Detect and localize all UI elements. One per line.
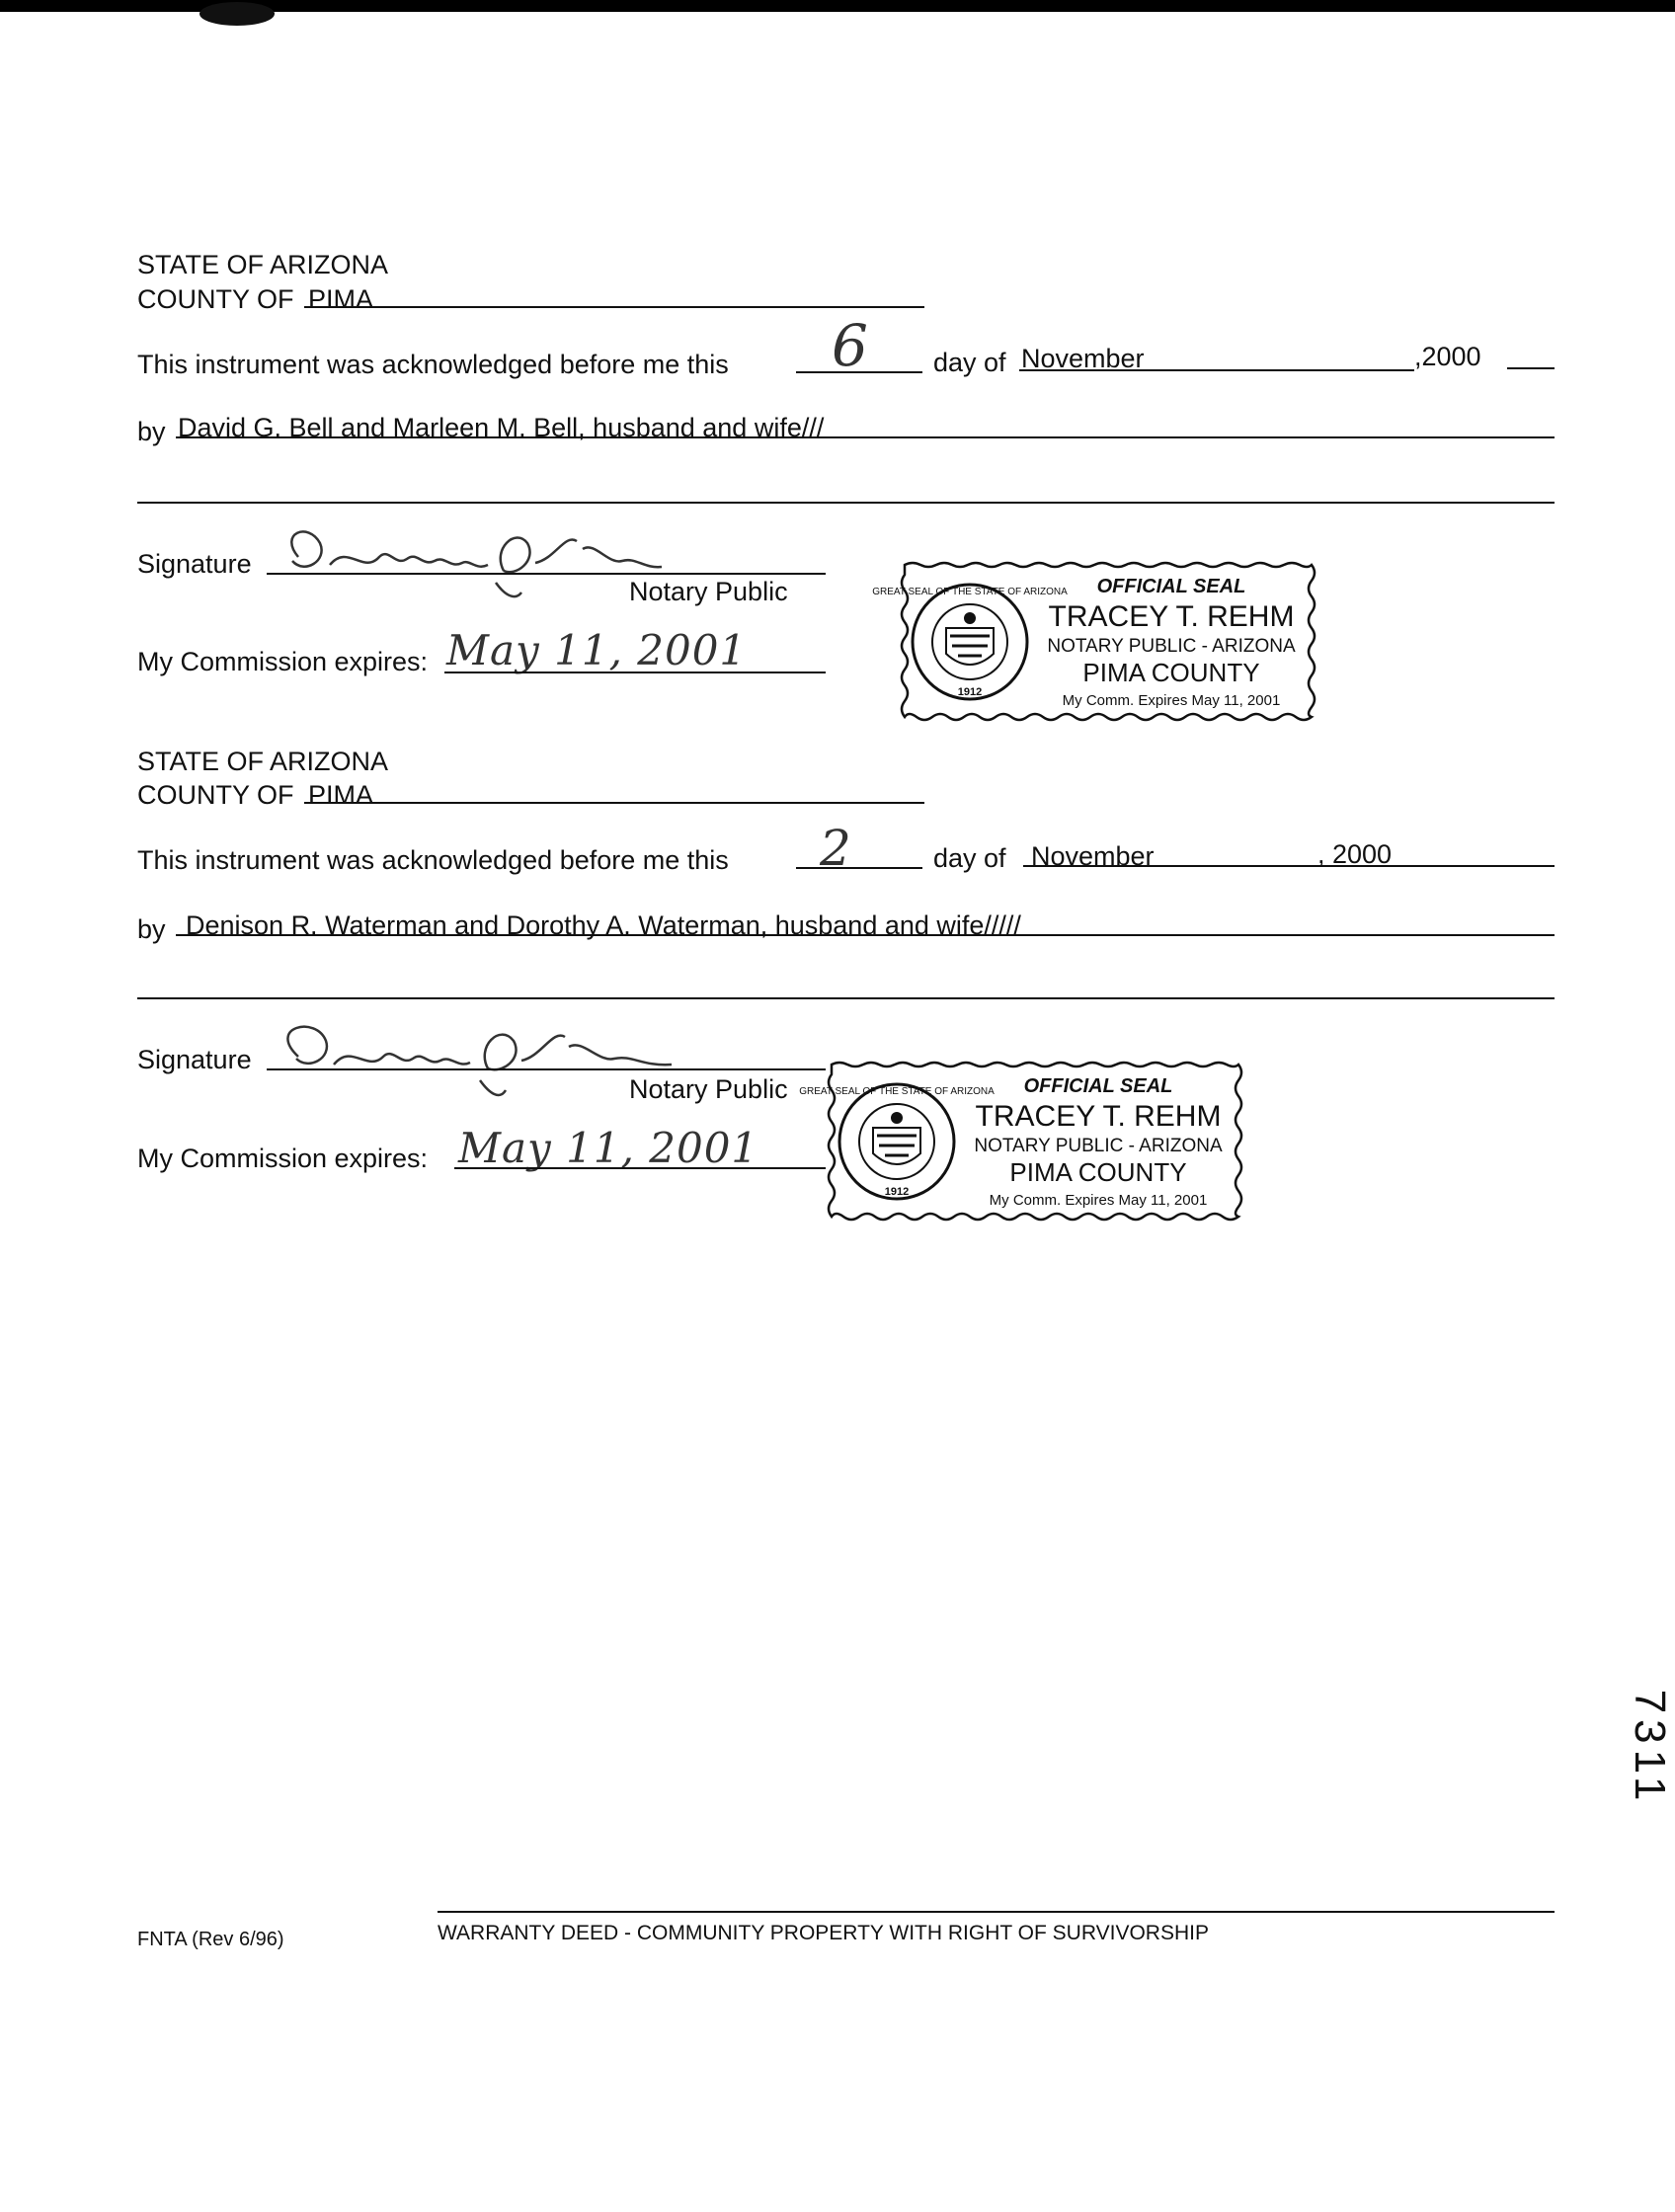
notary-seal-1 xyxy=(872,559,1319,725)
parties-rule-2 xyxy=(176,934,1555,936)
notary-signature-1 xyxy=(269,514,683,604)
seal-name-1: TRACEY T. REHM xyxy=(1048,600,1295,633)
signature-label-1: Signature xyxy=(137,549,252,579)
parties-rule-1 xyxy=(176,436,1555,438)
deed-title: WARRANTY DEED - COMMUNITY PROPERTY WITH RIGHT OF SURVIVORSHIP xyxy=(438,1922,1209,1944)
seal-role-2: NOTARY PUBLIC - ARIZONA xyxy=(974,1136,1223,1156)
commission-label-2: My Commission expires: xyxy=(137,1144,429,1173)
seal-expires-2: My Comm. Expires May 11, 2001 xyxy=(989,1192,1208,1209)
parties-2: Denison R. Waterman and Dorothy A. Waterman, husband and wife///// xyxy=(186,910,1021,940)
ack-day-1: 6 xyxy=(832,312,869,379)
year-rule-2 xyxy=(1317,865,1555,867)
notary-seal-2 xyxy=(799,1059,1246,1224)
blank-rule-2 xyxy=(137,997,1555,999)
state-line-2: STATE OF ARIZONA xyxy=(137,747,389,776)
seal-title-1: OFFICIAL SEAL xyxy=(1096,576,1246,597)
county-rule-1 xyxy=(304,306,924,308)
notary-label-1: Notary Public xyxy=(629,577,788,606)
commission-date-1: May 11, 2001 xyxy=(446,626,748,674)
signature-rule-1 xyxy=(267,573,826,575)
signature-rule-2 xyxy=(267,1068,826,1070)
seal-ring-year-2: 1912 xyxy=(884,1186,910,1198)
day-of-2: day of xyxy=(933,843,1006,873)
commission-label-1: My Commission expires: xyxy=(137,647,429,676)
ack-text-1: This instrument was acknowledged before me this xyxy=(137,350,729,379)
ack-year-2: , 2000 xyxy=(1317,839,1393,869)
county-value-1: PIMA xyxy=(308,284,374,314)
by-prefix-1: by xyxy=(137,417,166,446)
ack-text-2: This instrument was acknowledged before me this xyxy=(137,845,729,875)
seal-county-1: PIMA COUNTY xyxy=(1082,658,1260,687)
seal-ring-text-1: GREAT SEAL OF THE STATE OF ARIZONA xyxy=(872,587,1068,597)
form-code: FNTA (Rev 6/96) xyxy=(137,1929,284,1950)
year-rule-1 xyxy=(1507,367,1555,369)
month-rule-1 xyxy=(1019,369,1414,371)
bates-number-text: 7311 xyxy=(1626,1689,1674,1807)
county-prefix-1: COUNTY OF xyxy=(137,284,294,314)
seal-role-1: NOTARY PUBLIC - ARIZONA xyxy=(1047,636,1296,657)
notary-label-2: Notary Public xyxy=(629,1074,788,1104)
scan-corner-smudge xyxy=(198,0,277,30)
commission-rule-2 xyxy=(454,1167,826,1169)
county-prefix-2: COUNTY OF xyxy=(137,780,294,810)
ack-month-1: November xyxy=(1021,344,1145,373)
county-rule-2 xyxy=(304,802,924,804)
seal-ring-text-2: GREAT SEAL OF THE STATE OF ARIZONA xyxy=(799,1086,995,1097)
notary-signature-2 xyxy=(247,1007,681,1106)
signature-label-2: Signature xyxy=(137,1045,252,1074)
by-prefix-2: by xyxy=(137,914,166,944)
ack-month-2: November xyxy=(1031,841,1155,871)
bates-number xyxy=(1618,1580,1674,1916)
parties-1: David G. Bell and Marleen M. Bell, husband and wife/// xyxy=(178,413,825,442)
commission-date-2: May 11, 2001 xyxy=(458,1124,759,1172)
seal-title-2: OFFICIAL SEAL xyxy=(1023,1075,1173,1097)
seal-name-2: TRACEY T. REHM xyxy=(975,1100,1222,1133)
state-line-1: STATE OF ARIZONA xyxy=(137,250,389,279)
county-value-2: PIMA xyxy=(308,780,374,810)
day-of-1: day of xyxy=(933,348,1006,377)
commission-rule-1 xyxy=(444,672,826,673)
blank-rule-1 xyxy=(137,502,1555,504)
day-rule-1 xyxy=(796,371,922,373)
footer-rule xyxy=(438,1911,1555,1913)
ack-day-2: 2 xyxy=(820,820,852,877)
seal-ring-year-1: 1912 xyxy=(957,686,983,698)
month-rule-2 xyxy=(1023,865,1319,867)
seal-expires-1: My Comm. Expires May 11, 2001 xyxy=(1062,692,1281,709)
day-rule-2 xyxy=(796,867,922,869)
seal-county-2: PIMA COUNTY xyxy=(1009,1157,1187,1187)
ack-year-1: ,2000 xyxy=(1414,342,1481,371)
